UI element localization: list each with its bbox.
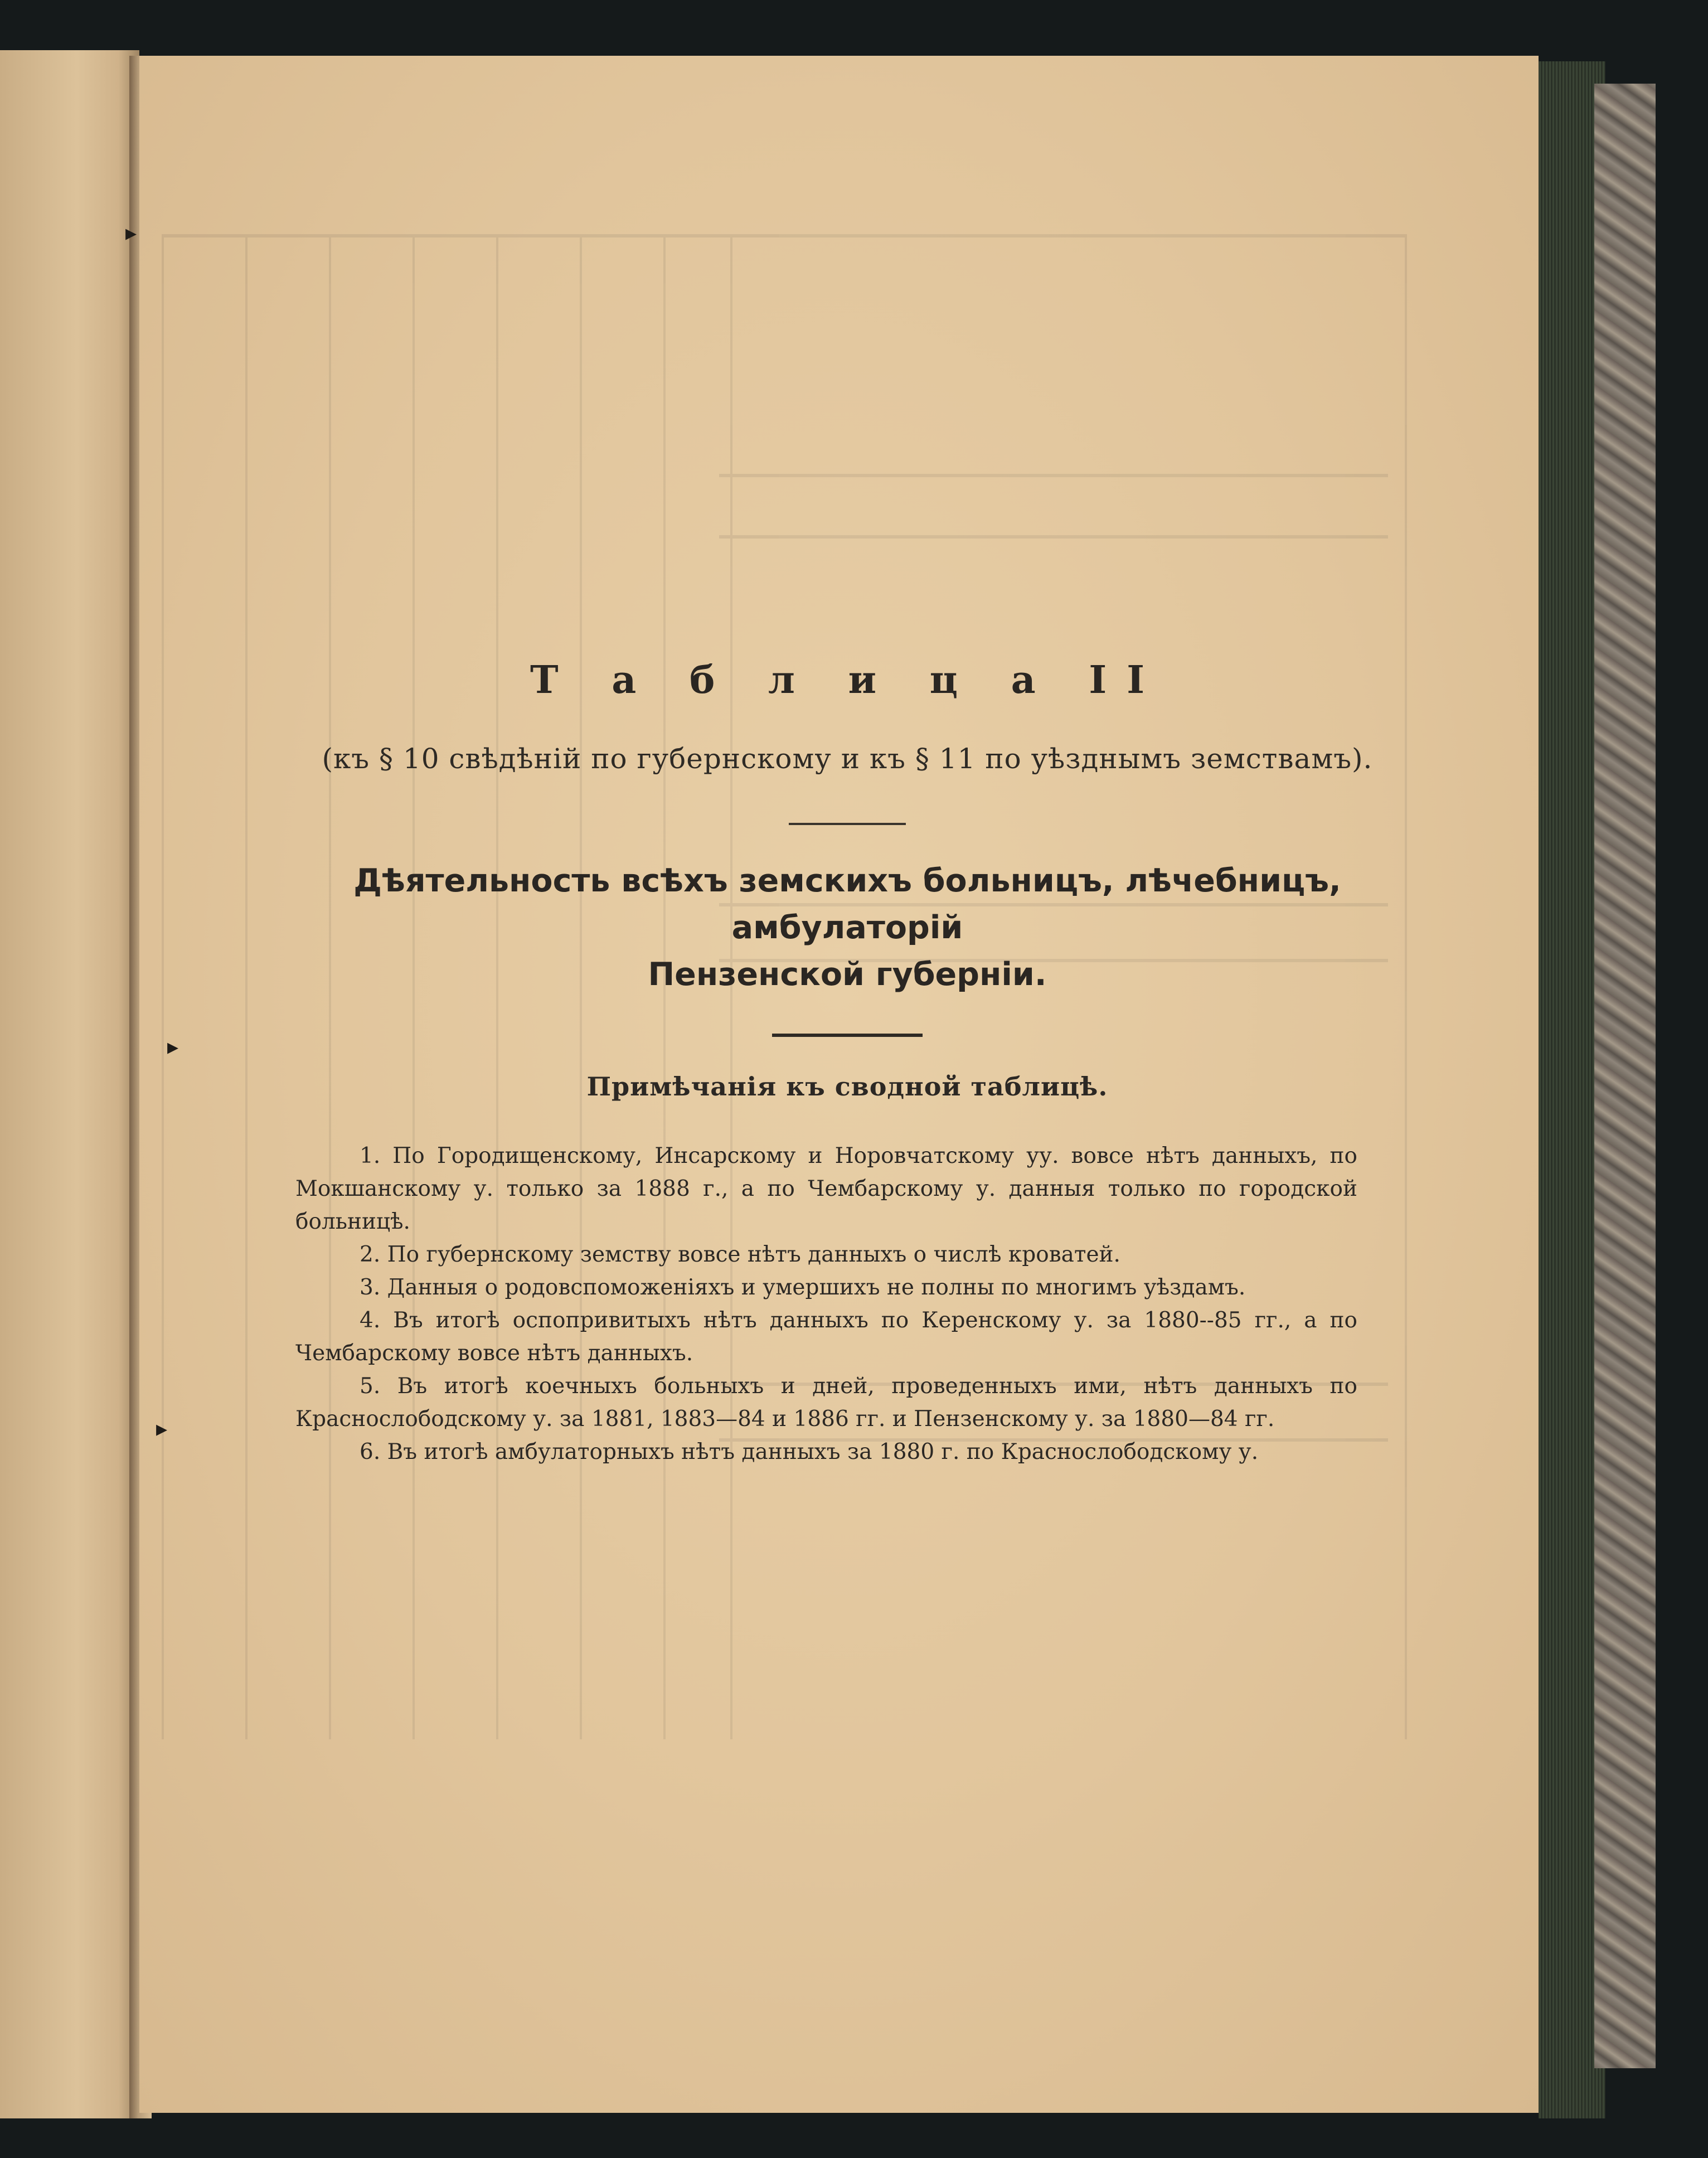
marbled-cover xyxy=(1594,84,1656,2068)
table-subtitle: (къ § 10 свѣдѣній по губернскому и къ § 11 по уѣзднымъ земствамъ). xyxy=(322,743,1373,775)
main-heading-line: Пензенской губерніи. xyxy=(648,956,1047,993)
binding-mark: ▸ xyxy=(125,220,137,246)
binding-mark: ▸ xyxy=(156,1416,168,1442)
binding-mark: ▸ xyxy=(167,1034,179,1060)
left-page-bleed-text xyxy=(22,1388,67,1834)
note-item: 3. Данныя о родовспоможеніяхъ и умершихъ не полны по многимъ уѣздамъ. xyxy=(360,1275,1246,1300)
notes-heading: Примѣчанія къ сводной таблицѣ. xyxy=(586,1071,1108,1102)
table-title: Т а б л и ц а II xyxy=(530,658,1165,702)
divider xyxy=(772,1034,923,1037)
left-page-edge xyxy=(0,50,139,2118)
divider xyxy=(789,823,906,825)
page-content xyxy=(290,658,1405,1468)
note-item: 5. Въ итогѣ коечныхъ больныхъ и дней, проведенныхъ ими, нѣтъ данныхъ по Краснослободскому у. за 1881, 1883—84 и 1886 гг. и Пензенскому у. за 1880—84 гг. xyxy=(295,1374,1357,1432)
note-item: 6. Въ итогѣ амбулаторныхъ нѣтъ данныхъ за 1880 г. по Краснослободскому у. xyxy=(360,1439,1259,1464)
note-item: 1. По Городищенскому, Инсарскому и Норовчатскому уу. вовсе нѣтъ данныхъ, по Мокшанскому у. только за 1888 г., а по Чембарскому у. данныя только по городской больницѣ. xyxy=(295,1143,1357,1234)
note-item: 2. По губернскому земству вовсе нѣтъ данныхъ о числѣ кроватей. xyxy=(360,1242,1120,1267)
note-item: 4. Въ итогѣ оспопривитыхъ нѣтъ данныхъ по Керенскому у. за 1880--85 гг., а по Чембарскому вовсе нѣтъ данныхъ. xyxy=(295,1308,1357,1366)
notes-list xyxy=(295,1139,1357,1468)
main-heading-line: Дѣятельность всѣхъ земскихъ больницъ, лѣчебницъ, амбулаторій xyxy=(353,862,1341,946)
main-heading xyxy=(290,857,1405,998)
